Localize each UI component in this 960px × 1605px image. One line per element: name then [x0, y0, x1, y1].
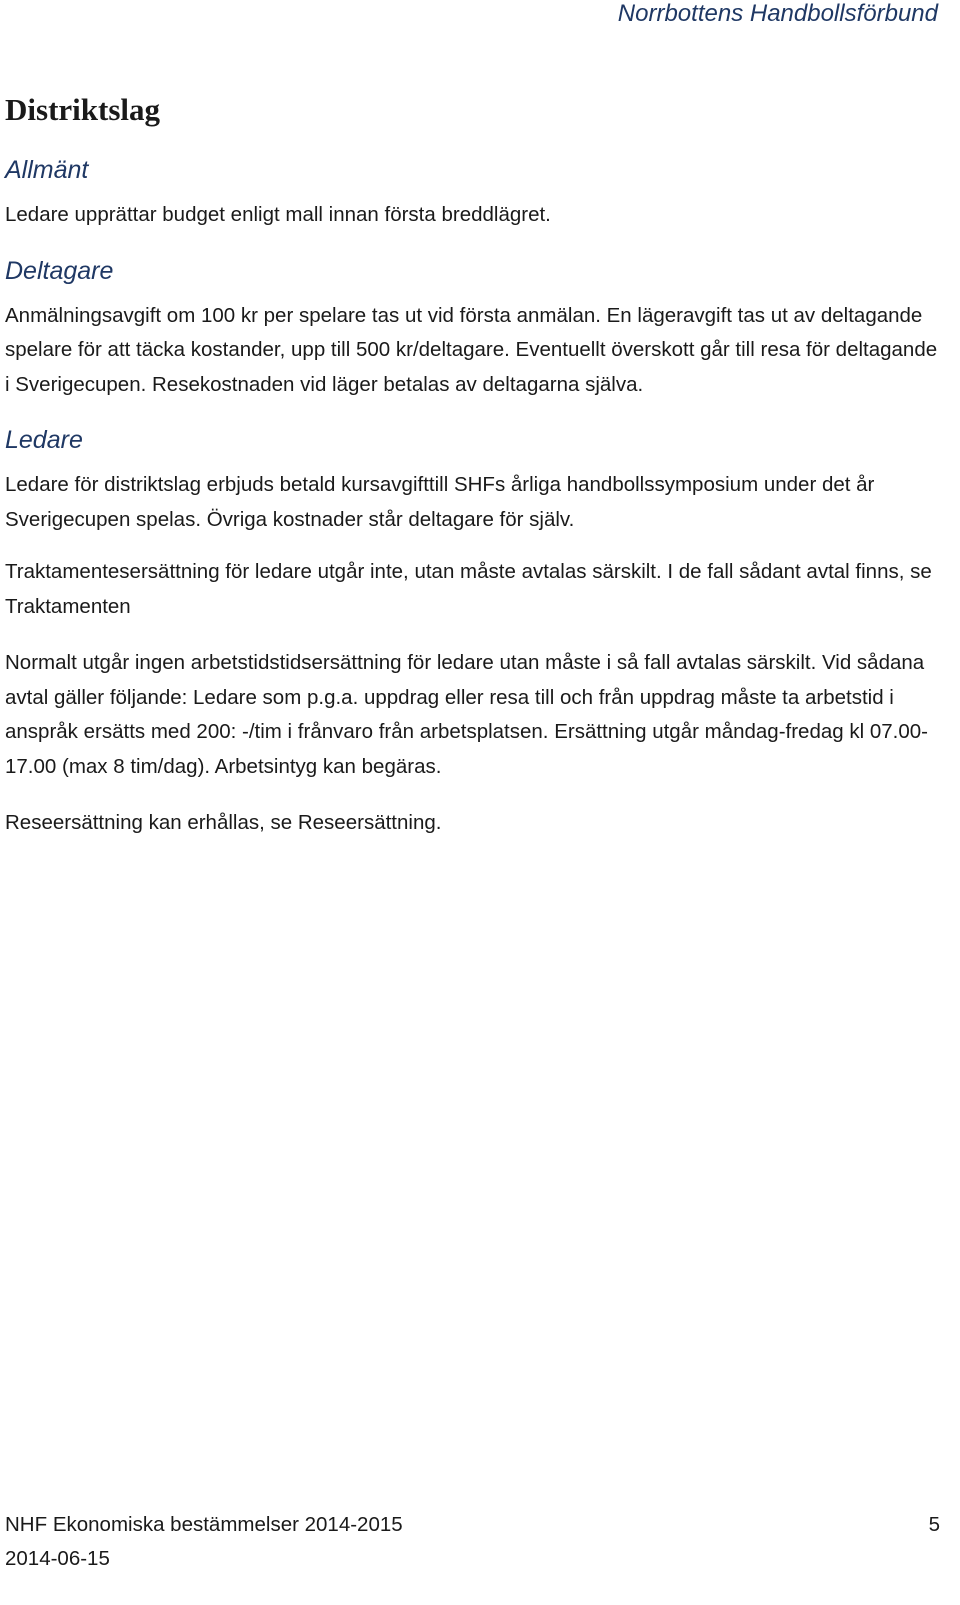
paragraph-deltagare-avgifter: Anmälningsavgift om 100 kr per spelare tas ut vid första anmälan. En lägeravgift tas ut av deltagande spelare för att täcka kostander, upp till 500 kr/deltagare. Eventuellt överskott går till resa för deltagande i Sverigecupen. Resekostnaden vid läger betalas av deltagarna själva.	[5, 303, 938, 396]
page-header-organization: Norrbottens Handbollsförbund	[617, 0, 938, 27]
document-body	[5, 90, 945, 863]
paragraph-ledare-traktamente: Traktamentesersättning för ledare utgår inte, utan måste avtalas särskilt. I de fall sådant avtal finns, se Traktamenten	[5, 560, 932, 618]
section-heading-ledare: Ledare	[5, 426, 83, 454]
footer-date: 2014-06-15	[5, 1547, 110, 1570]
paragraph-allmant-budget: Ledare upprättar budget enligt mall innan första breddlägret.	[5, 203, 551, 226]
paragraph-ledare-arbetstid: Normalt utgår ingen arbetstidstidsersättning för ledare utan måste i så fall avtalas särskilt. Vid sådana avtal gäller följande: Ledare som p.g.a. uppdrag eller resa till och från uppdrag måste ta arbetstid i anspråk ersätts med 200: -/tim i frånvaro från arbetsplatsen. Ersättning utgår måndag-fredag kl 07.00-17.00 (max 8 tim/dag). Arbetsintyg kan begäras.	[5, 651, 928, 778]
section-heading-deltagare: Deltagare	[5, 256, 114, 285]
section-heading-allmant: Allmänt	[5, 156, 89, 184]
paragraph-ledare-reseersattning: Reseersättning kan erhållas, se Reseersättning.	[5, 811, 442, 834]
footer-document-name: NHF Ekonomiska bestämmelser 2014-2015	[5, 1513, 403, 1536]
paragraph-ledare-kursavgift: Ledare för distriktslag erbjuds betald kursavgifttill SHFs årliga handbollssymposium under det år Sverigecupen spelas. Övriga kostnader står deltagare för själv.	[5, 473, 875, 531]
page-footer	[5, 1512, 940, 1572]
document-title: Distriktslag	[5, 92, 160, 127]
footer-page-number: 5	[928, 1513, 940, 1536]
